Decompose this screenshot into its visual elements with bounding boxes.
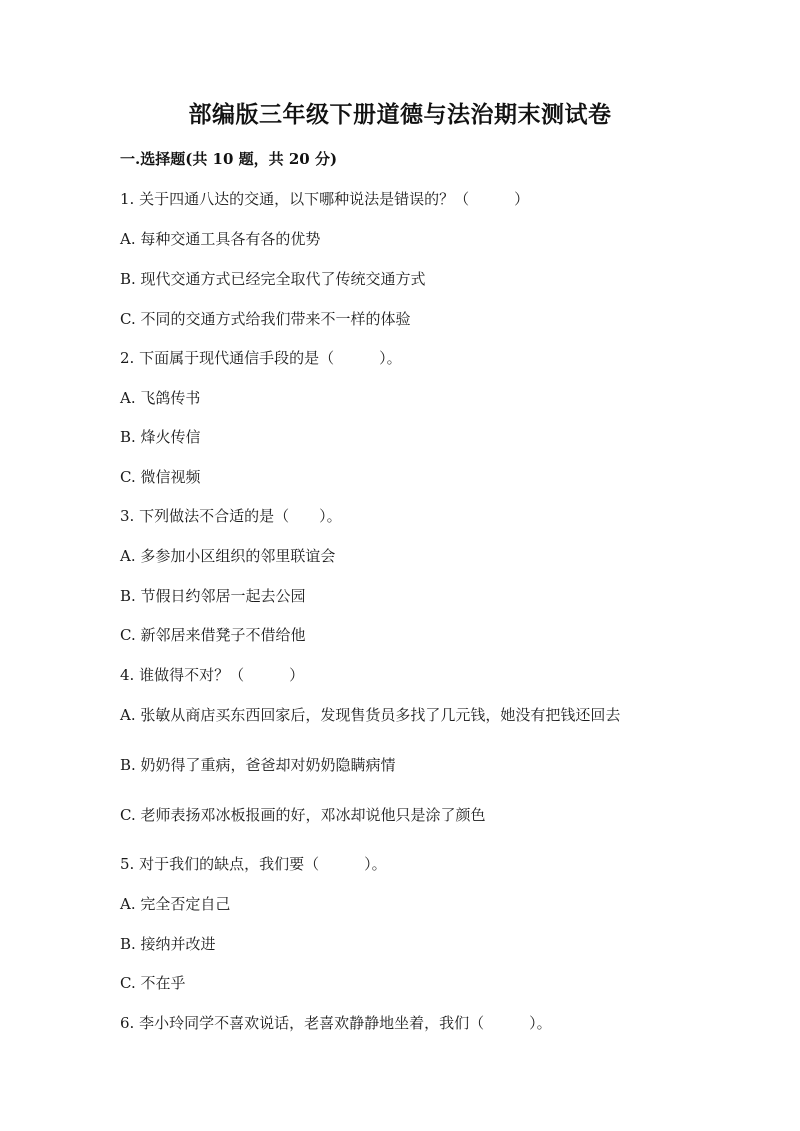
question-4-option-c: C. 老师表扬邓冰板报画的好，邓冰却说他只是涂了颜色 [120, 806, 486, 824]
question-1-stem: 1. 关于四通八达的交通，以下哪种说法是错误的？（ ） [120, 190, 530, 208]
page-title: 部编版三年级下册道德与法治期末测试卷 [188, 101, 612, 128]
question-4-option-b: B. 奶奶得了重病，爸爸却对奶奶隐瞒病情 [120, 756, 396, 774]
question-2-option-b: B. 烽火传信 [120, 428, 201, 446]
question-4-stem: 4. 谁做得不对？（ ） [120, 666, 305, 684]
question-1-option-c: C. 不同的交通方式给我们带来不一样的体验 [120, 310, 411, 328]
question-3-option-a: A. 多参加小区组织的邻里联谊会 [120, 547, 336, 565]
question-6-stem: 6. 李小玲同学不喜欢说话，老喜欢静静地坐着，我们（ ）。 [120, 1014, 552, 1032]
question-5-option-c: C. 不在乎 [120, 974, 186, 992]
question-4-option-a: A. 张敏从商店买东西回家后，发现售货员多找了几元钱，她没有把钱还回去 [120, 706, 621, 724]
question-1-option-b: B. 现代交通方式已经完全取代了传统交通方式 [120, 270, 426, 288]
question-5-option-b: B. 接纳并改进 [120, 935, 216, 953]
question-2-option-a: A. 飞鸽传书 [120, 389, 201, 407]
question-3-option-c: C. 新邻居来借凳子不借给他 [120, 626, 306, 644]
question-5-option-a: A. 完全否定自己 [120, 895, 231, 913]
question-3-stem: 3. 下列做法不合适的是（ ）。 [120, 507, 342, 525]
question-2-option-c: C. 微信视频 [120, 468, 201, 486]
question-1-option-a: A. 每种交通工具各有各的优势 [120, 230, 321, 248]
question-3-option-b: B. 节假日约邻居一起去公园 [120, 587, 306, 605]
question-5-stem: 5. 对于我们的缺点，我们要（ ）。 [120, 855, 387, 873]
question-2-stem: 2. 下面属于现代通信手段的是（ ）。 [120, 349, 402, 367]
section-heading: 一.选择题(共 10 题，共 20 分) [120, 150, 338, 168]
